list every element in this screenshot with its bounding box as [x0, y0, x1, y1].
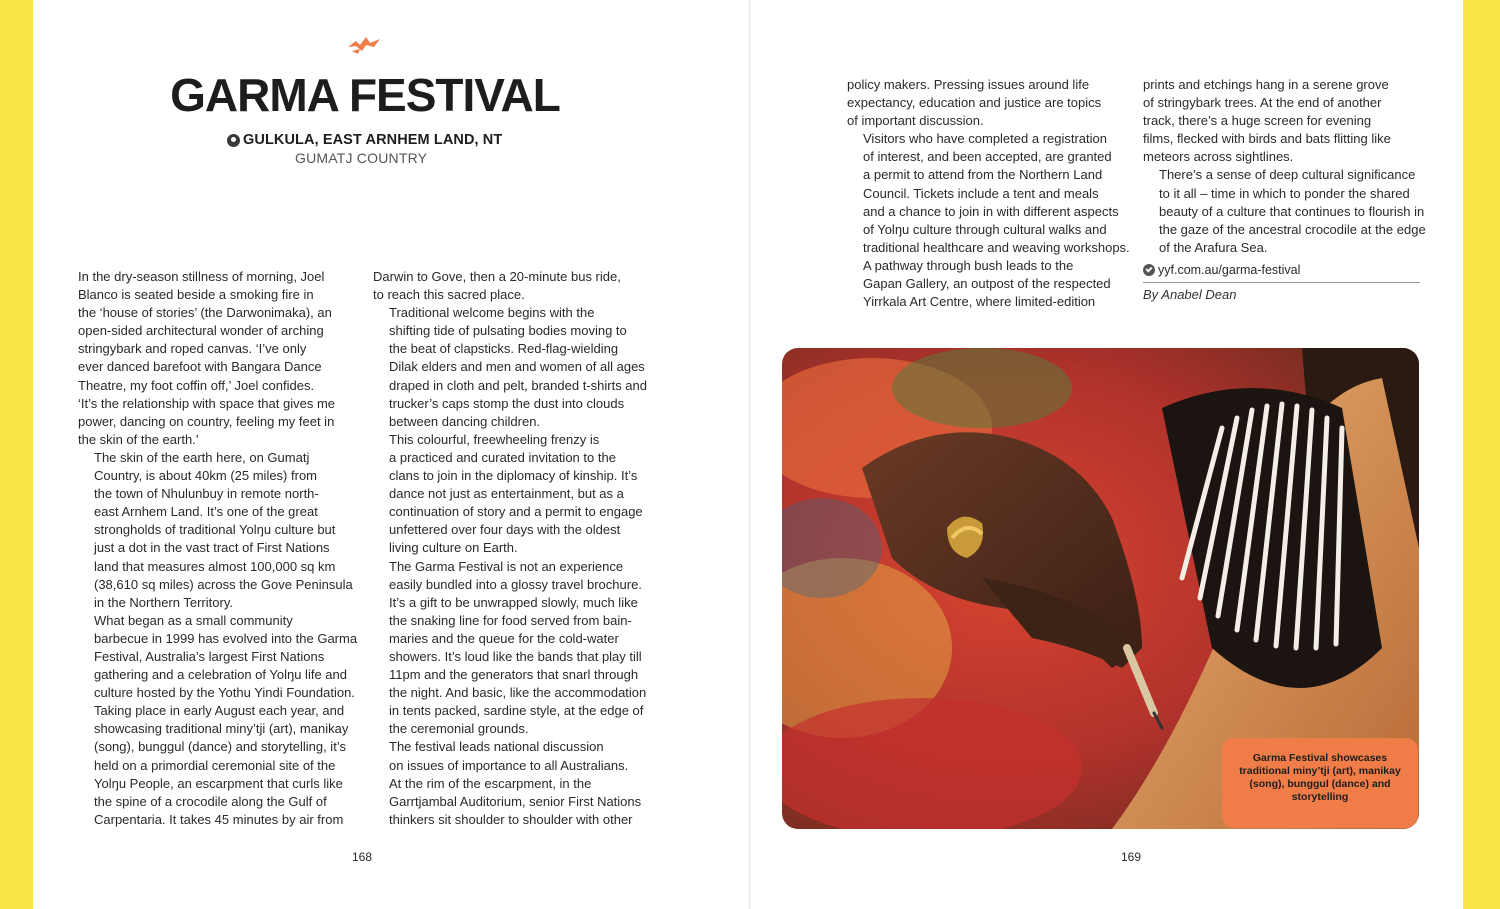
- paragraph: [373, 431, 663, 558]
- text-line: (38,610 sq miles) across the Gove Peninsula: [94, 576, 353, 592]
- paragraph: [373, 268, 663, 304]
- text-line: Traditional welcome begins with the: [389, 305, 595, 321]
- map-pin-icon: [227, 134, 240, 147]
- text-line: open-sided architectural wonder of arching: [78, 323, 324, 339]
- text-line: the skin of the earth.’: [78, 431, 199, 447]
- text-line: the beat of clapsticks. Red-flag-wielding: [389, 341, 619, 357]
- location-line: [227, 132, 502, 148]
- text-line: the night. And basic, like the accommodation: [389, 685, 647, 701]
- text-line: in tents packed, sardine style, at the edge of: [389, 703, 644, 719]
- text-line: the ceremonial grounds.: [389, 721, 529, 737]
- text-line: the gaze of the ancestral crocodile at the edge: [1159, 221, 1426, 237]
- text-line: continuation of story and a permit to engage: [389, 504, 643, 520]
- text-line: Yirrkala Art Centre, where limited-edition: [863, 294, 1096, 310]
- text-line: films, flecked with birds and bats flitting like: [1143, 131, 1391, 147]
- bird-motif-icon: [346, 33, 382, 57]
- text-line: between dancing children.: [389, 413, 541, 429]
- text-line: Dilak elders and men and women of all ages: [389, 359, 645, 375]
- right-page: [751, 0, 1463, 909]
- text-line: on issues of importance to all Australians.: [389, 757, 629, 773]
- paragraph: [373, 304, 663, 431]
- globe-icon: [1143, 264, 1155, 276]
- paragraph: [847, 257, 1132, 311]
- text-line: to it all – time in which to ponder the shared: [1159, 185, 1410, 201]
- paragraph: [78, 612, 363, 829]
- paragraph: [78, 449, 363, 612]
- paragraph: [847, 76, 1132, 130]
- text-line: ever danced barefoot with Bangara Dance: [78, 359, 322, 375]
- text-line: The Garma Festival is not an experience: [389, 558, 624, 574]
- text-line: 11pm and the generators that snarl through: [389, 667, 639, 683]
- text-line: held on a primordial ceremonial site of the: [94, 757, 336, 773]
- text-line: the snaking line for food served from bain-: [389, 612, 632, 628]
- paragraph: [847, 130, 1132, 257]
- text-line: of the Arafura Sea.: [1159, 239, 1268, 255]
- text-line: The skin of the earth here, on Gumatj: [94, 449, 310, 465]
- website-text[interactable]: yyf.com.au/garma-festival: [1158, 262, 1301, 277]
- text-column-3: [847, 76, 1132, 311]
- text-line: Visitors who have completed a registration: [863, 131, 1107, 147]
- text-line: showers. It’s loud like the bands that play till: [389, 648, 642, 664]
- text-column-4: [1143, 76, 1428, 304]
- text-line: draped in cloth and pelt, branded t-shirts and: [389, 377, 648, 393]
- divider: [1143, 282, 1420, 283]
- text-line: the ‘house of stories’ (the Darwonimaka), an: [78, 305, 332, 321]
- text-line: culture hosted by the Yothu Yindi Foundation.: [94, 685, 355, 701]
- text-line: At the rim of the escarpment, in the: [389, 775, 592, 791]
- author-byline: By Anabel Dean: [1143, 287, 1237, 303]
- paragraph: [1143, 76, 1428, 166]
- text-line: the spine of a crocodile along the Gulf of: [94, 793, 327, 809]
- text-line: Council. Tickets include a tent and meals: [863, 185, 1099, 201]
- text-line: ‘It’s the relationship with space that gives me: [78, 395, 336, 411]
- text-line: track, there’s a huge screen for evening: [1143, 113, 1372, 129]
- text-line: easily bundled into a glossy travel brochure.: [389, 576, 642, 592]
- text-column-4-body: [1143, 76, 1428, 257]
- photo-caption: Garma Festival showcases traditional miny’tji (art), manikay (song), bunggul (dance) and storytelling: [1222, 738, 1418, 828]
- text-line: of Yolŋu culture through cultural walks and: [863, 221, 1107, 237]
- text-line: beauty of a culture that continues to flourish in: [1159, 203, 1425, 219]
- website-link[interactable]: [1143, 261, 1428, 279]
- text-line: of important discussion.: [847, 113, 984, 129]
- text-line: Darwin to Gove, then a 20-minute bus ride,: [373, 269, 621, 284]
- text-line: trucker’s caps stomp the dust into clouds: [389, 395, 625, 411]
- text-line: barbecue in 1999 has evolved into the Garma: [94, 630, 358, 646]
- text-line: expectancy, education and justice are topics: [847, 95, 1102, 111]
- paragraph: [373, 738, 663, 828]
- text-line: What began as a small community: [94, 612, 293, 628]
- text-line: The festival leads national discussion: [389, 739, 604, 755]
- paragraph: [1143, 166, 1428, 256]
- text-line: unfettered over four days with the oldest: [389, 522, 621, 538]
- left-page: [33, 0, 749, 909]
- text-line: showcasing traditional miny’tji (art), manikay: [94, 721, 349, 737]
- page-number-right: 169: [1121, 850, 1142, 864]
- text-column-1: [78, 268, 363, 829]
- text-line: power, dancing on country, feeling my feet in: [78, 413, 335, 429]
- text-line: This colourful, freewheeling frenzy is: [389, 431, 600, 447]
- text-line: in the Northern Territory.: [94, 594, 233, 610]
- text-line: land that measures almost 100,000 sq km: [94, 558, 336, 574]
- text-line: policy makers. Pressing issues around life: [847, 77, 1090, 92]
- text-line: just a dot in the vast tract of First Nations: [94, 540, 330, 556]
- text-line: It’s a gift to be unwrapped slowly, much like: [389, 594, 638, 610]
- text-line: of stringybark trees. At the end of another: [1143, 95, 1382, 111]
- text-line: Country, is about 40km (25 miles) from: [94, 468, 317, 484]
- text-line: clans to join in the diplomacy of kinship. It’s: [389, 468, 638, 484]
- text-line: Theatre, my foot coffin off,’ Joel confides.: [78, 377, 315, 393]
- text-line: (song), bunggul (dance) and storytelling, it’s: [94, 739, 346, 755]
- text-line: Yolŋu People, an escarpment that curls like: [94, 775, 343, 791]
- paragraph: [78, 268, 363, 449]
- text-line: shifting tide of pulsating bodies moving to: [389, 323, 627, 339]
- country-label: GUMATJ COUNTRY: [295, 150, 428, 166]
- text-line: Taking place in early August each year, and: [94, 703, 345, 719]
- text-line: the town of Nhulunbuy in remote north-: [94, 486, 319, 502]
- text-line: Garrtjambal Auditorium, senior First Nations: [389, 793, 642, 809]
- paragraph: [373, 558, 663, 739]
- text-line: Blanco is seated beside a smoking fire in: [78, 287, 314, 303]
- text-line: east Arnhem Land. It’s one of the great: [94, 504, 318, 520]
- text-line: of interest, and been accepted, are granted: [863, 149, 1112, 165]
- text-line: traditional healthcare and weaving workshops.: [863, 239, 1130, 255]
- text-line: stringybark and roped canvas. ‘I’ve only: [78, 341, 307, 357]
- text-line: strongholds of traditional Yolŋu culture but: [94, 522, 336, 538]
- text-line: Carpentaria. It takes 45 minutes by air from: [94, 811, 344, 827]
- text-line: thinkers sit shoulder to shoulder with other: [389, 811, 633, 827]
- text-line: and a chance to join in with different aspects: [863, 203, 1119, 219]
- location-text: GULKULA, EAST ARNHEM LAND, NT: [243, 132, 503, 148]
- text-line: In the dry-season stillness of morning, Joel: [78, 269, 325, 284]
- text-line: Festival, Australia’s largest First Nations: [94, 648, 325, 664]
- article-title: GARMA FESTIVAL: [170, 69, 560, 121]
- text-line: Gapan Gallery, an outpost of the respected: [863, 276, 1111, 292]
- page-number-left: 168: [352, 850, 373, 864]
- text-line: gathering and a celebration of Yolŋu life and: [94, 667, 347, 683]
- text-line: a practiced and curated invitation to the: [389, 449, 616, 465]
- text-line: dance not just as entertainment, but as a: [389, 486, 624, 502]
- text-line: living culture on Earth.: [389, 540, 518, 556]
- text-line: meteors across sightlines.: [1143, 149, 1294, 165]
- text-line: There’s a sense of deep cultural significance: [1159, 167, 1416, 183]
- feature-photo: [782, 348, 1419, 829]
- text-line: A pathway through bush leads to the: [863, 257, 1074, 273]
- text-column-2: [373, 268, 663, 829]
- text-line: maries and the queue for the cold-water: [389, 630, 619, 646]
- text-line: a permit to attend from the Northern Land: [863, 167, 1103, 183]
- text-line: prints and etchings hang in a serene grove: [1143, 77, 1389, 92]
- text-line: to reach this sacred place.: [373, 287, 525, 303]
